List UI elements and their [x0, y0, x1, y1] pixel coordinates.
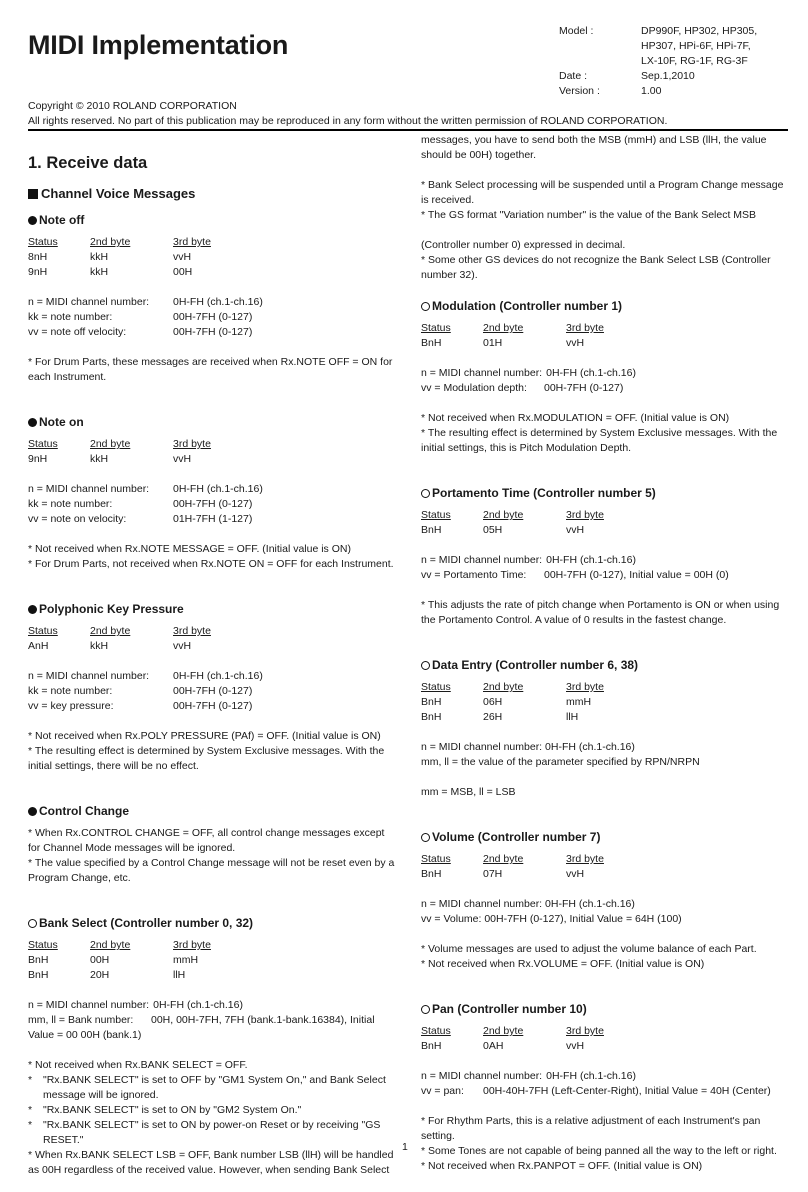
left-column: [28, 133, 396, 1192]
section-heading-text: Volume (Controller number 7): [432, 830, 601, 844]
section-data-entry: [421, 657, 791, 800]
copyright-line: Copyright © 2010 ROLAND CORPORATION: [28, 100, 237, 112]
bullet-text: "Rx.BANK SELECT" is set to ON by power-on Reset or by receiving "GS RESET.": [43, 1119, 381, 1146]
table-header-cell: 3rd byte: [173, 939, 211, 951]
definition-row: [28, 325, 396, 340]
table-header-cell: 3rd byte: [566, 509, 604, 521]
definition-row: [28, 512, 396, 527]
table-header-row: [421, 1024, 791, 1039]
section-heading-text: Pan (Controller number 10): [432, 1002, 587, 1016]
table-header-cell: 2nd byte: [483, 509, 524, 521]
open-circle-icon: [421, 1005, 430, 1014]
table-cell: vvH: [173, 640, 192, 652]
message-table: [421, 852, 791, 882]
note-text: messages, you have to send both the MSB (mmH) and LSB (llH, the value should be 00H) together.: [421, 134, 767, 161]
note-text: * Volume messages are used to adjust the volume balance of each Part.: [421, 943, 757, 955]
table-header-cell: 3rd byte: [566, 853, 604, 865]
table-cell: llH: [173, 969, 186, 981]
table-row: [28, 968, 396, 983]
model-value: HP307, HPi-6F, HPi-7F,: [641, 40, 751, 52]
table-cell: 01H: [483, 337, 503, 349]
definition-key: kk = note number:: [28, 311, 113, 323]
filled-circle-icon: [28, 418, 37, 427]
table-cell: 00H: [90, 954, 110, 966]
table-cell: vvH: [173, 453, 192, 465]
section-heading: [28, 601, 396, 617]
note-text: * For Drum Parts, not received when Rx.NOTE ON = OFF for each Instrument.: [28, 558, 394, 570]
right-column: [421, 133, 791, 1188]
section-heading: [28, 212, 396, 228]
definition-row: [28, 497, 396, 512]
definition-row: [421, 381, 791, 396]
note-text: (Controller number 0) expressed in decimal.: [421, 239, 626, 251]
table-header-cell: 2nd byte: [483, 681, 524, 693]
subsection-title-text: Channel Voice Messages: [41, 186, 196, 201]
note-text: * Some Tones are not capable of being panned all the way to the left or right.: [421, 1145, 777, 1157]
section-heading-text: Note off: [39, 213, 85, 227]
definition-value: 00H, 00H-7FH, 7FH (bank.1-bank.16384), Initial: [151, 1014, 375, 1026]
definition-key: n = MIDI channel number:: [28, 296, 150, 308]
definition-continuation: Value = 00 00H (bank.1): [28, 1029, 142, 1041]
definition-key: n = MIDI channel number:: [421, 554, 543, 566]
definition-row: [421, 553, 791, 568]
table-cell: mmH: [566, 696, 592, 708]
section-volume: [421, 829, 791, 972]
definition-value: 00H-7FH (0-127): [173, 326, 253, 338]
definition-line: mm, ll = the value of the parameter specified by RPN/NRPN: [421, 756, 700, 768]
definition-value: 00H-7FH (0-127): [544, 382, 624, 394]
bullet-item: [28, 1103, 396, 1118]
table-cell: 8nH: [28, 251, 48, 263]
table-cell: kkH: [90, 266, 109, 278]
table-cell: BnH: [421, 696, 442, 708]
table-row: [421, 336, 791, 351]
definition-value: 0H-FH (ch.1-ch.16): [173, 483, 263, 495]
table-cell: BnH: [421, 1040, 442, 1052]
table-header-row: [28, 235, 396, 250]
table-header-row: [421, 321, 791, 336]
table-header-row: [28, 437, 396, 452]
document-title: MIDI Implementation: [28, 30, 289, 60]
version-value: 1.00: [641, 85, 662, 97]
definition-row: [28, 482, 396, 497]
bullet-item: [28, 1118, 396, 1148]
header-rule: [28, 129, 788, 131]
note-text: * This adjusts the rate of pitch change when Portamento is ON or when using the Portamento Control. A value of 0 results in the fastest change.: [421, 599, 780, 626]
definition-value: 0H-FH (ch.1-ch.16): [546, 554, 636, 566]
note-text: * Not received when Rx.NOTE MESSAGE = OFF. (Initial value is ON): [28, 543, 351, 555]
definition-row: [28, 310, 396, 325]
table-header-cell: Status: [28, 438, 58, 450]
message-table: [421, 321, 791, 351]
table-cell: 00H: [173, 266, 193, 278]
section-heading: [421, 485, 791, 501]
section-heading-text: Polyphonic Key Pressure: [39, 602, 184, 616]
table-cell: mmH: [173, 954, 199, 966]
definition-row: [421, 1069, 791, 1084]
section-heading: [421, 1001, 791, 1017]
definition-row: [421, 1084, 791, 1099]
definition-row: [421, 366, 791, 381]
filled-circle-icon: [28, 216, 37, 225]
definition-value: 00H-40H-7FH (Left-Center-Right), Initial Value = 40H (Center): [483, 1085, 771, 1097]
table-header-cell: Status: [28, 236, 58, 248]
model-value: DP990F, HP302, HP305,: [641, 25, 758, 37]
note-text: * Not received when Rx.POLY PRESSURE (PAf) = OFF. (Initial value is ON): [28, 730, 381, 742]
model-value: LX-10F, RG-1F, RG-3F: [641, 55, 748, 67]
definition-key: n = MIDI channel number:: [28, 999, 150, 1011]
open-circle-icon: [421, 489, 430, 498]
table-header-cell: 2nd byte: [90, 625, 131, 637]
table-header-cell: Status: [28, 939, 58, 951]
table-cell: 20H: [90, 969, 110, 981]
definition-key: vv = Modulation depth:: [421, 382, 527, 394]
definition-key: n = MIDI channel number:: [421, 367, 543, 379]
definition-value: 0H-FH (ch.1-ch.16): [546, 1070, 636, 1082]
rights-line: All rights reserved. No part of this publication may be reproduced in any form without the written permission of ROLAND CORPORATION.: [28, 115, 668, 127]
note-text: * For Drum Parts, these messages are received when Rx.NOTE OFF = ON for each Instrument.: [28, 356, 393, 383]
definition-value: 0H-FH (ch.1-ch.16): [153, 999, 243, 1011]
bullet-mark: *: [28, 1104, 33, 1116]
table-cell: vvH: [173, 251, 192, 263]
section-polyphonic-key-pressure: [28, 601, 396, 774]
section-modulation: [421, 298, 791, 456]
section-note-off: [28, 212, 396, 385]
table-cell: vvH: [566, 868, 585, 880]
table-header-row: [28, 938, 396, 953]
section-heading-text: Data Entry (Controller number 6, 38): [432, 658, 639, 672]
table-header-cell: 3rd byte: [566, 1025, 604, 1037]
table-row: [421, 710, 791, 725]
filled-circle-icon: [28, 807, 37, 816]
table-header-cell: 2nd byte: [483, 322, 524, 334]
open-circle-icon: [421, 833, 430, 842]
table-cell: 9nH: [28, 266, 48, 278]
note-text: * The resulting effect is determined by System Exclusive messages. With the initial settings, there will be no effect.: [28, 745, 385, 772]
note-text: * When Rx.BANK SELECT LSB = OFF, Bank number LSB (llH) will be handled as 00H regardless of the received value. However, when sending Bank Select: [28, 1149, 394, 1176]
definition-row: [28, 669, 396, 684]
table-cell: BnH: [421, 524, 442, 536]
note-text: * Some other GS devices do not recognize the Bank Select LSB (Controller number 32).: [421, 254, 771, 281]
table-header-cell: Status: [28, 625, 58, 637]
section-heading: [421, 657, 791, 673]
table-cell: vvH: [566, 1040, 585, 1052]
definition-value: 00H-7FH (0-127): [173, 498, 253, 510]
table-cell: BnH: [421, 711, 442, 723]
definition-line: n = MIDI channel number: 0H-FH (ch.1-ch.16): [421, 898, 635, 910]
definition-row: [421, 568, 791, 583]
table-row: [421, 695, 791, 710]
definition-line: n = MIDI channel number: 0H-FH (ch.1-ch.16): [421, 741, 635, 753]
definition-value: 0H-FH (ch.1-ch.16): [173, 670, 263, 682]
definition-key: vv = pan:: [421, 1085, 464, 1097]
version-label: Version :: [559, 85, 600, 97]
table-cell: 0AH: [483, 1040, 504, 1052]
definition-row: [28, 998, 396, 1013]
table-row: [421, 1039, 791, 1054]
table-cell: kkH: [90, 640, 109, 652]
table-header-row: [421, 852, 791, 867]
table-header-cell: 2nd byte: [483, 1025, 524, 1037]
definition-line: mm = MSB, ll = LSB: [421, 786, 516, 798]
message-table: [28, 437, 396, 467]
table-cell: BnH: [28, 954, 49, 966]
definition-row: [28, 1013, 396, 1028]
date-value: Sep.1,2010: [641, 70, 695, 82]
table-cell: BnH: [421, 868, 442, 880]
table-cell: 9nH: [28, 453, 48, 465]
table-cell: 26H: [483, 711, 503, 723]
message-table: [28, 938, 396, 983]
table-header-cell: 3rd byte: [173, 236, 211, 248]
table-header-cell: Status: [421, 1025, 451, 1037]
subsection-title: [28, 185, 396, 202]
note-text: * The value specified by a Control Change message will not be reset even by a Program Change, etc.: [28, 857, 395, 884]
definition-value: 0H-FH (ch.1-ch.16): [546, 367, 636, 379]
section-note-on: [28, 414, 396, 572]
section-heading: [28, 803, 396, 819]
definition-value: 00H-7FH (0-127), Initial value = 00H (0): [544, 569, 729, 581]
section-title: 1. Receive data: [28, 154, 148, 172]
table-row: [28, 250, 396, 265]
table-header-cell: 2nd byte: [90, 236, 131, 248]
message-table: [421, 508, 791, 538]
definition-value: 00H-7FH (0-127): [173, 311, 253, 323]
bullet-text: "Rx.BANK SELECT" is set to ON by "GM2 System On.": [43, 1104, 302, 1116]
bullet-text: "Rx.BANK SELECT" is set to OFF by "GM1 System On," and Bank Select message will be ignored.: [43, 1074, 386, 1101]
table-row: [421, 867, 791, 882]
model-label: Model :: [559, 25, 594, 37]
definition-key: n = MIDI channel number:: [28, 670, 150, 682]
table-header-row: [421, 508, 791, 523]
table-header-cell: 3rd byte: [566, 681, 604, 693]
definition-value: 0H-FH (ch.1-ch.16): [173, 296, 263, 308]
table-header-cell: 2nd byte: [483, 853, 524, 865]
section-heading-text: Control Change: [39, 804, 129, 818]
note-text: * The resulting effect is determined by System Exclusive messages. With the initial settings, this is Pitch Modulation Depth.: [421, 427, 778, 454]
table-cell: 06H: [483, 696, 503, 708]
table-cell: BnH: [28, 969, 49, 981]
table-cell: 05H: [483, 524, 503, 536]
square-bullet-icon: [28, 189, 38, 199]
definition-key: vv = Portamento Time:: [421, 569, 527, 581]
table-header-cell: Status: [421, 322, 451, 334]
section-bank-select: [28, 915, 396, 1178]
table-header-row: [421, 680, 791, 695]
definition-key: vv = note on velocity:: [28, 513, 127, 525]
section-heading-text: Modulation (Controller number 1): [432, 299, 622, 313]
section-heading: [28, 915, 396, 931]
definition-value: 00H-7FH (0-127): [173, 700, 253, 712]
table-header-cell: Status: [421, 853, 451, 865]
open-circle-icon: [421, 302, 430, 311]
note-text: * Not received when Rx.BANK SELECT = OFF.: [28, 1059, 248, 1071]
definition-key: n = MIDI channel number:: [28, 483, 150, 495]
definition-row: [28, 684, 396, 699]
message-table: [421, 680, 791, 725]
date-label: Date :: [559, 70, 588, 82]
table-header-cell: 3rd byte: [566, 322, 604, 334]
open-circle-icon: [28, 919, 37, 928]
table-cell: llH: [566, 711, 579, 723]
note-text: * Bank Select processing will be suspended until a Program Change message is received.: [421, 179, 784, 206]
table-cell: kkH: [90, 251, 109, 263]
section-heading: [421, 298, 791, 314]
definition-value: 00H-7FH (0-127): [173, 685, 253, 697]
table-cell: BnH: [421, 337, 442, 349]
document-meta: [559, 24, 757, 99]
table-cell: 07H: [483, 868, 503, 880]
page-number: 1: [402, 1141, 408, 1153]
section-heading: [421, 829, 791, 845]
table-header-cell: 3rd byte: [173, 625, 211, 637]
table-header-cell: Status: [421, 681, 451, 693]
definition-key: vv = note off velocity:: [28, 326, 127, 338]
definition-value: 01H-7FH (1-127): [173, 513, 253, 525]
table-cell: vvH: [566, 524, 585, 536]
definition-row: [28, 295, 396, 310]
table-row: [28, 265, 396, 280]
bullet-item: [28, 1073, 396, 1103]
table-header-row: [28, 624, 396, 639]
copyright-block: [28, 99, 667, 129]
section-heading-text: Note on: [39, 415, 84, 429]
definition-key: kk = note number:: [28, 685, 113, 697]
section-heading-text: Portamento Time (Controller number 5): [432, 486, 656, 500]
table-row: [28, 953, 396, 968]
section-heading: [28, 414, 396, 430]
note-text: * When Rx.CONTROL CHANGE = OFF, all control change messages except for Channel Mode messages will be ignored.: [28, 827, 385, 854]
filled-circle-icon: [28, 605, 37, 614]
table-row: [28, 639, 396, 654]
table-cell: AnH: [28, 640, 49, 652]
table-cell: vvH: [566, 337, 585, 349]
message-table: [28, 235, 396, 280]
table-cell: kkH: [90, 453, 109, 465]
definition-key: kk = note number:: [28, 498, 113, 510]
definition-key: mm, ll = Bank number:: [28, 1014, 134, 1026]
table-header-cell: 2nd byte: [90, 438, 131, 450]
table-header-cell: 3rd byte: [173, 438, 211, 450]
section-pan: [421, 1001, 791, 1174]
table-row: [421, 523, 791, 538]
message-table: [421, 1024, 791, 1054]
bullet-mark: *: [28, 1074, 33, 1086]
definition-key: vv = key pressure:: [28, 700, 114, 712]
message-table: [28, 624, 396, 654]
open-circle-icon: [421, 661, 430, 670]
note-text: * For Rhythm Parts, this is a relative adjustment of each Instrument's pan setting.: [421, 1115, 761, 1142]
definition-key: n = MIDI channel number:: [421, 1070, 543, 1082]
table-row: [28, 452, 396, 467]
note-text: * Not received when Rx.VOLUME = OFF. (Initial value is ON): [421, 958, 705, 970]
definition-line: vv = Volume: 00H-7FH (0-127), Initial Value = 64H (100): [421, 913, 682, 925]
note-text: * The GS format "Variation number" is the value of the Bank Select MSB: [421, 209, 757, 221]
note-text: * Not received when Rx.PANPOT = OFF. (Initial value is ON): [421, 1160, 703, 1172]
section-control-change: [28, 803, 396, 886]
definition-row: [28, 699, 396, 714]
section-heading-text: Bank Select (Controller number 0, 32): [39, 916, 254, 930]
table-header-cell: Status: [421, 509, 451, 521]
table-header-cell: 2nd byte: [90, 939, 131, 951]
section-portamento-time: [421, 485, 791, 628]
note-text: * Not received when Rx.MODULATION = OFF. (Initial value is ON): [421, 412, 730, 424]
bullet-mark: *: [28, 1119, 33, 1131]
